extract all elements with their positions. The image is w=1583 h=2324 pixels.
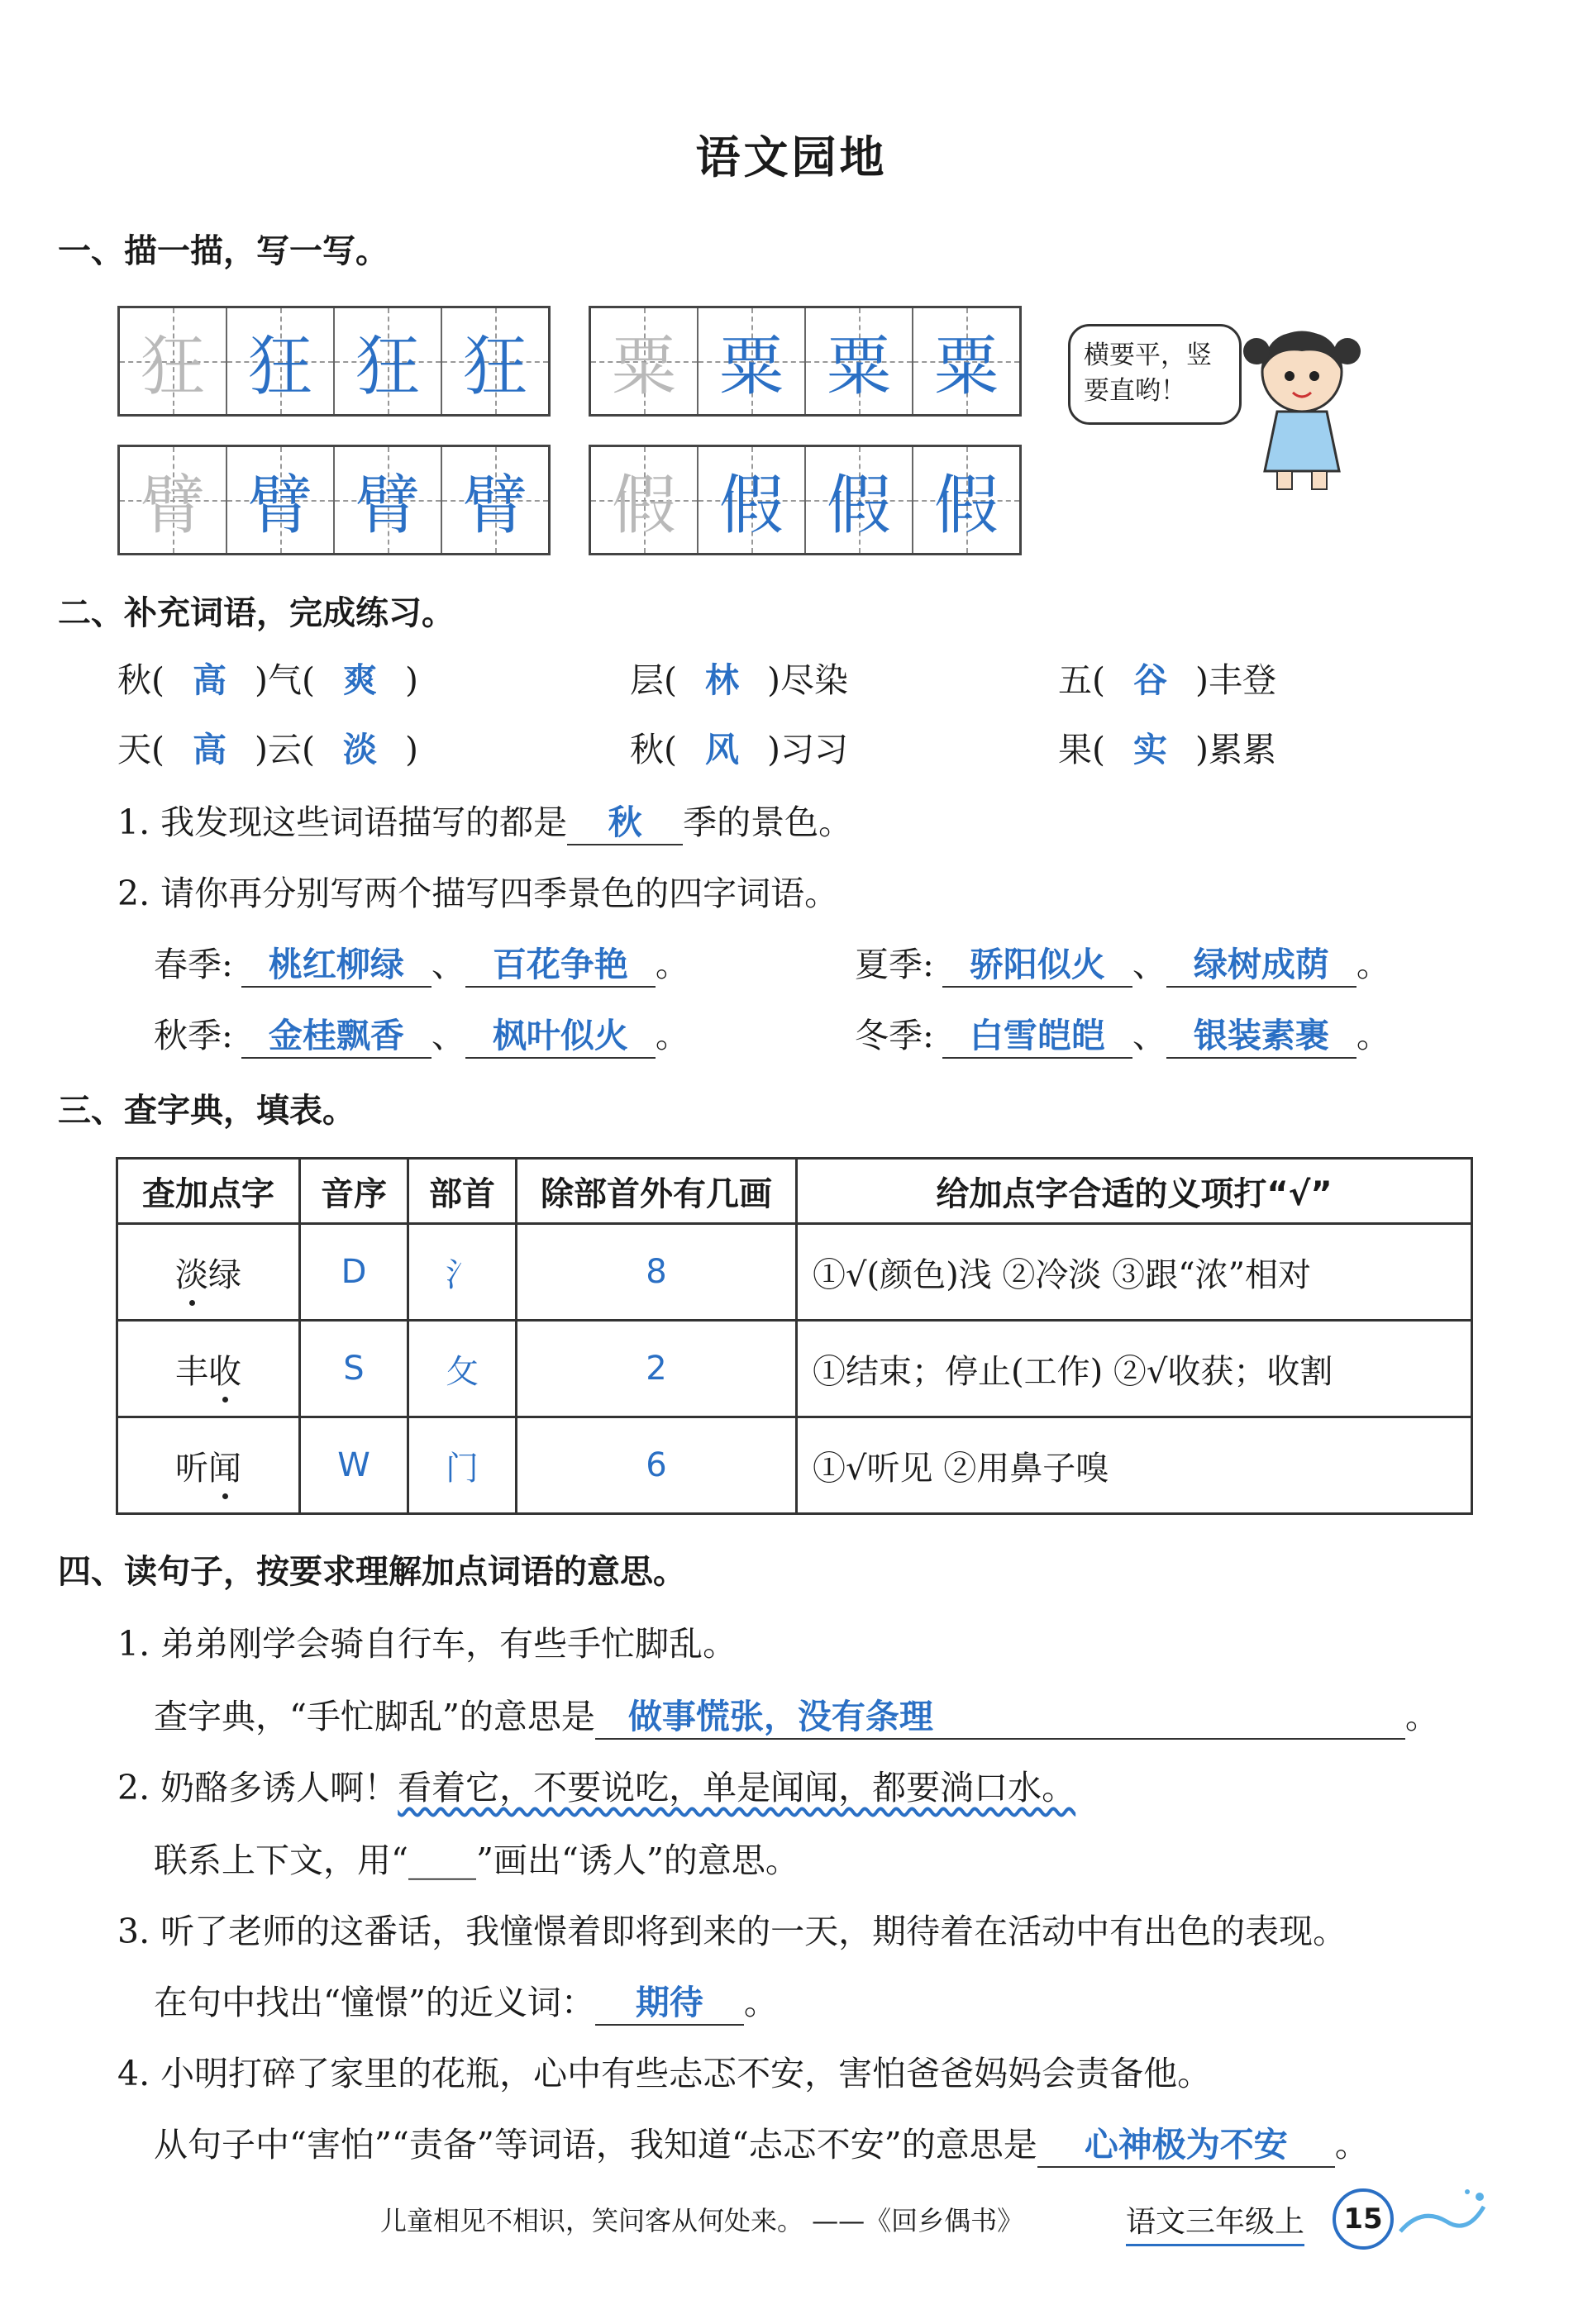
page-title: 语文园地: [695, 131, 888, 183]
word-row2-3: 果( 实 )累累: [1058, 730, 1276, 769]
wave-decoration-icon: [1397, 2182, 1488, 2248]
winter-line: 冬季: 白雪皑皑 、 银装素裹 。: [855, 1008, 1390, 1059]
word-row1-3: 五( 谷 )丰登: [1058, 660, 1276, 700]
char-grid-3: 臂 臂 臂 臂: [117, 445, 551, 555]
word-row2-2: 秋( 风 )习习: [630, 730, 848, 769]
word-row1-1: 秋( 高 )气( 爽 ): [117, 660, 418, 700]
char-grid-4: 假 假 假 假: [589, 445, 1022, 555]
section-4-heading: 四、读句子，按要求理解加点词语的意思。: [58, 1553, 686, 1591]
table-row: 丰收 S 攵 2 ①结束；停止(工作) ②√收获；收割: [117, 1321, 1472, 1417]
question-4-3: 3. 听了老师的这番话，我憧憬着即将到来的一天，期待着在活动中有出色的表现。: [117, 1912, 1347, 1951]
section-3-heading: 三、查字典，填表。: [58, 1092, 355, 1130]
word-row1-2: 层( 林 )尽染: [630, 660, 848, 700]
char-grid-2: 粟 粟 粟 粟: [589, 306, 1022, 417]
girl-illustration: [1232, 314, 1372, 496]
footer-book: 语文三年级上: [1126, 2198, 1304, 2246]
section-2-heading: 二、补充词语，完成练习。: [58, 594, 455, 632]
question-4-2: 2. 奶酪多诱人啊！看着它，不要说吃，单是闻闻，都要淌口水。: [117, 1768, 1076, 1807]
question-2-2: 2. 请你再分别写两个描写四季景色的四字词语。: [117, 874, 839, 913]
spring-line: 春季: 桃红柳绿 、 百花争艳 。: [154, 937, 689, 988]
question-4-4-answer-line: 从句子中“害怕”“责备”等词语，我知道“忐忑不安”的意思是 心神极为不安 。: [154, 2117, 1369, 2168]
table-row: 听闻 W 门 6 ①√听见 ②用鼻子嗅: [117, 1417, 1472, 1514]
question-2-1: 1. 我发现这些词语描写的都是 秋 季的景色。: [117, 795, 852, 845]
dictionary-table: [116, 1157, 1473, 1515]
question-4-3-answer-line: 在句中找出“憧憬”的近义词： 期待 。: [154, 1975, 778, 2026]
question-4-1-answer-line: 查字典，“手忙脚乱”的意思是 做事慌张，没有条理 。: [154, 1689, 1439, 1740]
char-grid-1: 狂 狂 狂 狂: [117, 306, 551, 417]
speech-bubble: 横要平，竖要直哟！: [1068, 324, 1242, 425]
footer-poem: 儿童相见不相识，笑问客从何处来。 ——《回乡偶书》: [380, 2205, 1024, 2236]
word-row2-1: 天( 高 )云( 淡 ): [117, 730, 418, 769]
question-4-2-instruction: 联系上下文，用“____”画出“诱人”的意思。: [154, 1841, 799, 1880]
question-4-4: 4. 小明打碎了家里的花瓶，心中有些忐忑不安，害怕爸爸妈妈会责备他。: [117, 2054, 1212, 2093]
section-1-heading: 一、描一描，写一写。: [58, 232, 389, 270]
table-header-row: 查加点字 音序 部首 除部首外有几画 给加点字合适的义项打“√”: [117, 1159, 1472, 1224]
page-number: 15: [1333, 2188, 1394, 2250]
summer-line: 夏季: 骄阳似火 、 绿树成荫 。: [855, 937, 1390, 988]
autumn-line: 秋季: 金桂飘香 、 枫叶似火 。: [154, 1008, 689, 1059]
table-row: 淡绿 D 氵 8 ①√(颜色)浅 ②冷淡 ③跟“浓”相对: [117, 1224, 1472, 1321]
question-4-1: 1. 弟弟刚学会骑自行车，有些手忙脚乱。: [117, 1624, 737, 1664]
